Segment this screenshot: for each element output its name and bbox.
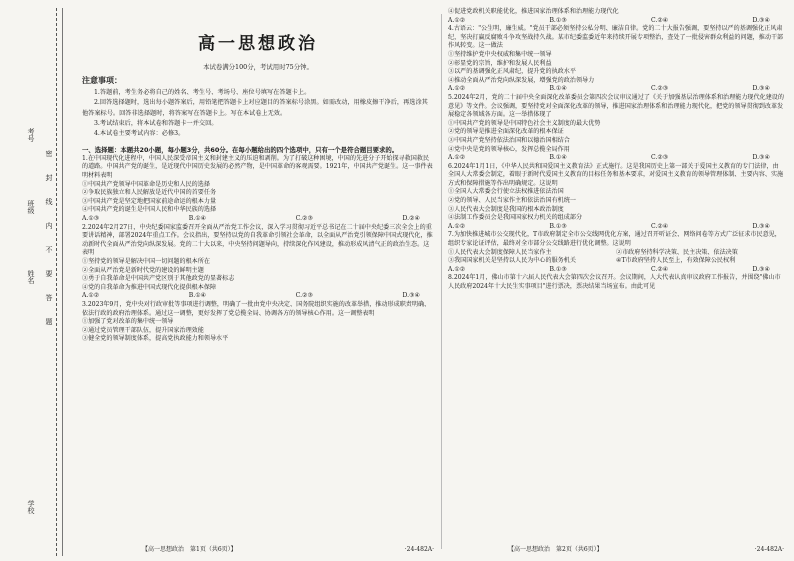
question-stem: 3.2023年9月，党中央对行政审批等事项进行调整，明确了一批由党中央决定、国务院组织实施的改革举措，推动形成职责明确、依法行政的政府治理体系。通过这一调整，更好发挥了党总揽全局、协调各方的领导核心作用。这一调整表明 — [82, 300, 431, 317]
answer-option[interactable]: A.①② — [448, 222, 466, 230]
statement: ④T市政府坚持人民至上，有效保障公民权利 — [616, 257, 736, 265]
notice-block — [82, 77, 434, 140]
statement: ③人民代表大会制度是我国的根本政治制度 — [448, 205, 564, 213]
statement: ②党的领导是推进全面深化改革的根本保证 — [448, 128, 564, 136]
statement: ①中国共产党领导中国革命是历史和人民的选择 — [82, 180, 210, 188]
statement: ②全面从严治党是新时代党的建设的鲜明主题 — [82, 266, 204, 274]
footer-page-label: 【高一思想政治 第1页（共6页）】 — [142, 546, 237, 554]
answer-option[interactable]: C.②④ — [650, 222, 669, 230]
statement: ②争取民族独立和人民解放是近代中国的首要任务 — [82, 189, 217, 197]
page-footer — [82, 546, 434, 555]
question-stem: 8.2024年1月，佛山市第十六届人民代表大会第四次会议召开。会议期间，人大代表认真审议政府工作报告，并围绕"佛山市人民政府2024年十大民生实事项目"进行票决，票决结果当场宣布。由此可见 — [448, 274, 781, 290]
answer-options — [82, 292, 434, 301]
statement: ①全国人大常委会行使立法权推进依法治国 — [448, 188, 564, 196]
answer-options — [448, 85, 784, 94]
answer-option[interactable]: C.②④ — [650, 16, 669, 24]
statement: ②党的领导、人民当家作主和依法治国有机统一 — [448, 197, 576, 205]
question-1 — [82, 155, 434, 224]
answer-option[interactable]: B.①④ — [188, 214, 207, 222]
school-field[interactable] — [26, 500, 36, 514]
answer-option[interactable]: B.①④ — [188, 292, 207, 300]
statement: ①坚持党的领导是解决中国一切问题的根本所在 — [82, 257, 210, 265]
answer-option[interactable]: D.③④ — [752, 154, 770, 162]
question-4 — [448, 25, 784, 94]
answer-options — [448, 154, 784, 163]
name-label: 姓名 — [27, 270, 35, 284]
notice-item: 2.回答选择题时，选出每小题答案后，用铅笔把答题卡上对应题目的答案标号涂黑。如需改动，用橡皮擦干净后，再选涂其他答案标号。回答非选择题时，将答案写在答题卡上。写在本试卷上无效。 — [82, 99, 428, 117]
question-stem: 2.2024年2月27日，中央纪委国家监委召开全面从严治党工作会议，深入学习贯彻习近平总书记在二十届中央纪委三次全会上的重要讲话精神，部署2024年重点工作。会议指出，要坚持以党的自我革命引领社会革命，以全面从严治党引领保障中国式现代化，推动新时代全面从严治党向纵深发展。党的二十大以来，中央坚持问题导向，持续深化作风建设，推动形成风清气正的政治生态。这表明 — [82, 223, 433, 257]
answer-option[interactable]: D.②④ — [402, 214, 420, 222]
answer-option[interactable]: B.①④ — [549, 85, 567, 93]
statement: ③我国国家机关是坚持以人民为中心的服务机关 — [448, 257, 576, 265]
statement: ③以严的基调强化正风肃纪，提升党的执政水平 — [448, 68, 576, 76]
answer-option[interactable]: A.①② — [448, 265, 466, 273]
answer-option[interactable]: D.③④ — [752, 16, 770, 24]
statement: ④促进党政机关职能优化，推进国家治理体系和治理能力现代化 — [448, 8, 619, 15]
statement: ③健全党的领导制度体系，提高党执政能力和领导水平 — [82, 335, 229, 343]
statement: ①加强了党对改革的集中统一领导 — [82, 318, 174, 326]
seal-line-text: 密 封 线 内 不 要 答 题 — [45, 150, 53, 326]
question-stem: 6.2024年1月1日，《中华人民共和国爱国主义教育法》正式施行。这是我国历史上第一部关于爱国主义教育的专门法律，由全国人大常委会制定，着眼于新时代爱国主义教育的目标任务和基本要求，对爱国主义教育的领导管理体制、主要内容、实施方式和保障措施等作出明确规定。这说明 — [448, 162, 784, 187]
question-3-continued — [448, 8, 784, 25]
footer-page-label: 【高一思想政治 第2页（共6页）】 — [508, 546, 603, 554]
statement: ②通过党员管理干部队伍，提升国家治理效能 — [82, 326, 204, 334]
answer-option[interactable]: B.①③ — [549, 16, 567, 24]
name-field[interactable] — [26, 270, 36, 284]
answer-option[interactable]: D.③④ — [402, 292, 420, 300]
answer-option[interactable]: A.①② — [448, 85, 466, 93]
statement: ①坚持维护党中央权威和集中统一领导 — [448, 50, 552, 58]
answer-option[interactable]: B.①③ — [549, 265, 567, 273]
footer-code: ·24-482A· — [754, 546, 784, 554]
footer-code: ·24-482A· — [404, 546, 434, 554]
answer-option[interactable]: C.②③ — [295, 292, 313, 300]
question-stem: 1.在中国现代化进程中，中国人民深受帝国主义和封建主义的压迫和剥削。为了打破这种困境，中国的先进分子开始探寻救国救民的道路。中国共产党的诞生，是近现代中国历史发展的必然产物，是中国革命的客观需要。1921年，中国共产党诞生。这一事件表明材料表明 — [82, 154, 433, 179]
exam-subtitle: 本试卷满分100分，考试用时75分钟。 — [203, 62, 313, 71]
left-column — [82, 0, 434, 561]
answer-option[interactable]: C.②④ — [650, 265, 669, 273]
statement: ①中国共产党的领导是中国特色社会主义制度的最大优势 — [448, 119, 601, 127]
answer-option[interactable]: A.①② — [82, 292, 100, 300]
answer-options — [448, 17, 784, 26]
question-2 — [82, 224, 434, 301]
answer-option[interactable]: D.③④ — [752, 85, 770, 93]
question-stem: 4.古语云："公生明，廉生威。"党员干部必须坚持公私分明、廉洁自律。党的二十大报告强调，要坚持以严的基调强化正风肃纪，坚决打赢反腐败斗争攻坚战持久战。某市纪委监委近年来持续开展专项整治，查处了一批侵害群众利益的问题，推动干部作风转变。这一做法 — [448, 25, 784, 50]
notice-item: 3.考试结束后，将本试卷和答题卡一并交回。 — [94, 120, 218, 127]
school-label: 学校 — [27, 500, 35, 514]
answer-option[interactable]: B.①④ — [549, 154, 567, 162]
question-8 — [448, 274, 784, 291]
answer-option[interactable]: B.①③ — [549, 222, 567, 230]
statement: ④推动全面从严治党向纵深发展，增强党的政治领导力 — [448, 76, 595, 84]
answer-option[interactable]: C.②③ — [650, 154, 669, 162]
notice-item: 1.答题前，考生务必将自己的姓名、考生号、考场号、座位号填写在答题卡上。 — [94, 88, 311, 96]
statement-grid — [448, 249, 784, 266]
question-stem: 5.2024年2月，党的二十届中央全面深化改革委员会第四次会议审议通过了《关于加强基层治理体系和治理能力现代化建设的意见》等文件。会议强调，要坚持党对全面深化改革的领导，推进国家治理体系和治理能力现代化，把党的领导贯彻到改革发展稳定各领域各方面。这一举措体现了 — [448, 93, 784, 119]
seal-solid-line — [62, 8, 63, 556]
answer-option[interactable]: A.①③ — [82, 214, 100, 222]
statement: ①人民代表大会制度保障人民当家作主 — [448, 248, 552, 256]
right-column — [448, 0, 784, 561]
seal-dashed-line — [56, 8, 57, 556]
answer-option[interactable]: C.②③ — [650, 85, 669, 93]
statement: ②市政府坚持科学决策、民主决策、依法决策 — [616, 248, 738, 256]
page-footer — [448, 546, 784, 555]
question-stem: 7.为加快推进城市公交现代化，T市政府制定全市公交线网优化方案，通过召开听证会、网络问卷等方式广泛征求市民意见，组织专家论证评估，最终对全市部分公交线路进行优化调整。这说明 — [448, 231, 781, 248]
section-heading: 一、选择题：本题共20小题，每小题3分，共60分。在每小题给出的四个选项中，只有一个是符合题目要求的。 — [82, 145, 399, 154]
statement: ③勇于自我革命是中国共产党区别于其他政党的显著标志 — [82, 275, 235, 283]
question-3 — [82, 301, 434, 344]
notice-heading: 注意事项： — [82, 76, 122, 86]
answer-option[interactable]: A.①② — [448, 16, 466, 24]
statement: ④党中央是党的领导核心，发挥总揽全局作用 — [448, 145, 570, 153]
statement: ③中国共产党坚持依法治国和以德治国相结合 — [448, 136, 570, 144]
class-label: 班级 — [27, 200, 35, 214]
column-divider — [441, 14, 442, 549]
statement: ④党的自我革命为推进中国式现代化提供根本保障 — [82, 283, 217, 291]
exam-number-field[interactable] — [26, 128, 36, 142]
statement: ④法制工作委员会是我国国家权力机关的组成部分 — [448, 214, 583, 222]
notice-item: 4.本试卷主要考试内容：必修3。 — [94, 130, 185, 138]
answer-option[interactable]: A.①② — [448, 154, 466, 162]
answer-options — [82, 215, 434, 224]
exam-title: 高一思想政治 — [198, 34, 318, 54]
statement: ④中国共产党的诞生是中国人民和中华民族的选择 — [82, 206, 217, 214]
answer-option[interactable]: C.②③ — [295, 214, 313, 222]
answer-option[interactable]: D.③④ — [752, 265, 770, 273]
statement: ③中国共产党是坚定地把国家前途命运的根本力量 — [82, 197, 217, 205]
question-7 — [448, 231, 784, 274]
statement: ②彰显党的宗旨，维护和发展人民利益 — [448, 59, 552, 67]
class-field[interactable] — [26, 200, 36, 214]
binding-margin — [0, 0, 68, 561]
exam-number-label: 考号 — [27, 128, 35, 142]
question-5 — [448, 94, 784, 163]
answer-option[interactable]: D.③④ — [752, 222, 770, 230]
question-6 — [448, 163, 784, 232]
